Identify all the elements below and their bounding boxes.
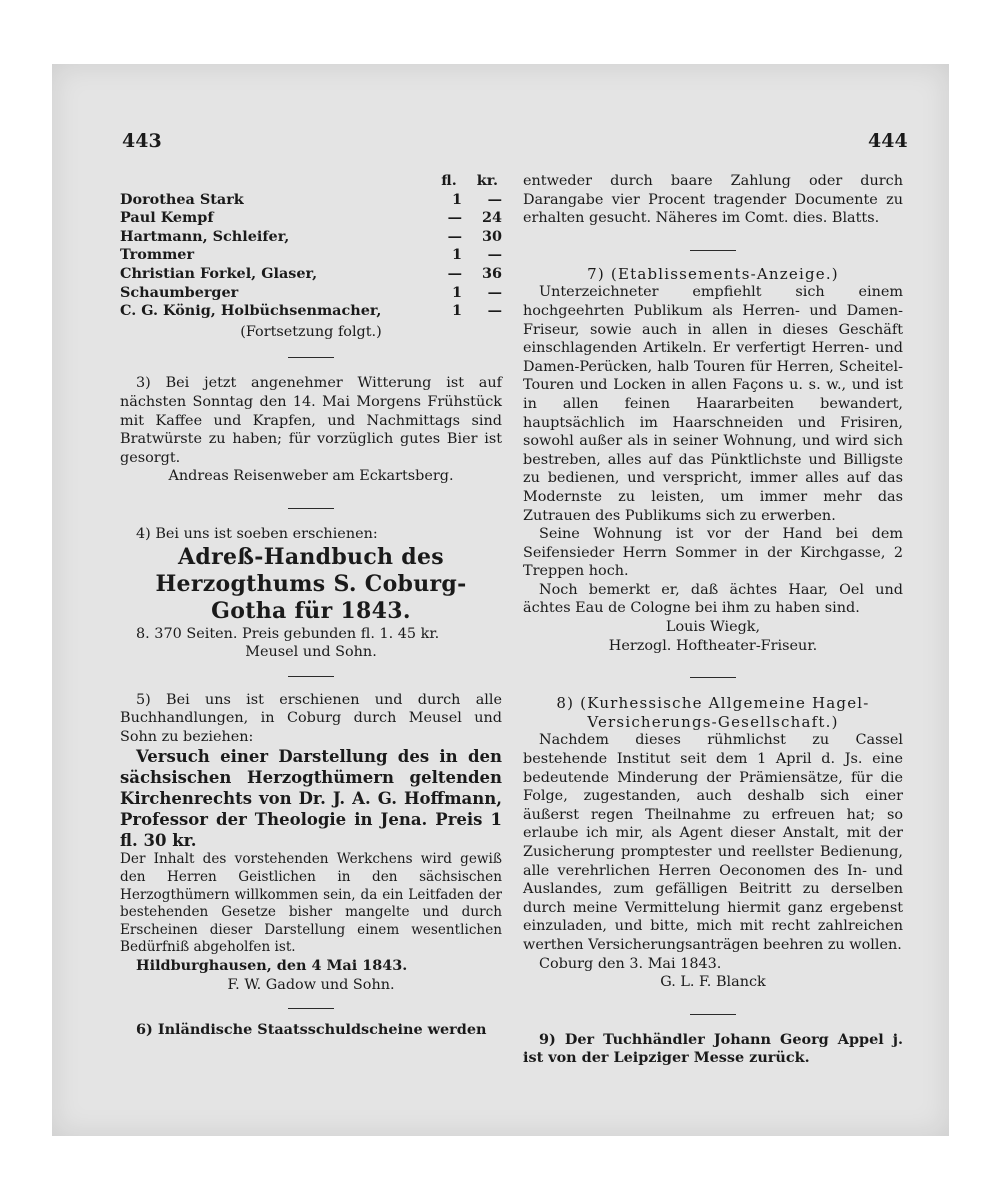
notice-5-body: Der Inhalt des vorstehenden Werkchens wird gewiß den Herren Geistlichen in den sächsischen Herzogthümern willkommen sein, da ein Leitfaden der bestehenden Gesetze bisher mangelte und durch Erscheinen dieser Darstellung einem wesentlichen Bedürfniß abgeholfen ist. (120, 851, 502, 956)
notice-5-place-date: Hildburghausen, den 4 Mai 1843. (136, 957, 408, 975)
right-column (523, 172, 903, 1068)
notice-5-publisher: F. W. Gadow und Sohn. (227, 976, 395, 993)
divider (690, 1014, 736, 1015)
divider (288, 1008, 334, 1009)
notice-8-heading: 8) (Kurhessische Allgemeine Hagel-Versicherungs-Gesellschaft.) (556, 694, 870, 731)
notice-3-signature: Andreas Reisenweber am Eckartsberg. (168, 468, 454, 485)
notice-7-note: Noch bemerkt er, daß ächtes Haar, Oel und ächtes Eau de Cologne bei ihm zu haben sind. (523, 581, 903, 617)
price-list (120, 191, 502, 321)
divider (690, 250, 736, 251)
notice-7-body: Unterzeichneter empfiehlt sich einem hochgeehrten Publikum als Herren- und Damen-Friseur, sowie auch in allen in dieses Geschäft einschlagenden Artikeln. Er verfertigt Herren- und Damen-Perücken, halb Touren für Herren, Scheitel-Touren und Locken in allen Façons u. s. w., und ist in allen feinen Haararbeiten bewandert, hauptsächlich im Haarschneiden und Frisiren, sowohl außer als in seiner Wohnung, und wird sich bestreben, alles auf das Pünktlichste und Billigste zu bedienen, und verspricht, immer alles auf das Modernste zu leisten, um immer mehr das Zutrauen des Publikums sich zu erwerben. (523, 284, 903, 524)
notice-3-text: 3) Bei jetzt angenehmer Witterung ist auf nächsten Sonntag den 14. Mai Morgens Frühstück mit Kaffee und Krapfen, und Nachmittags sind Bratwürste zu haben; für vorzüglich gutes Bier ist gesorgt. (120, 375, 502, 466)
list-item: Paul Kempf — 24 (120, 209, 502, 227)
notice-7-signature-name: Louis Wiegk, (665, 619, 761, 636)
notice-4-details: 8. 370 Seiten. Preis gebunden fl. 1. 45 kr. (136, 625, 440, 642)
list-item: Trommer 1 — (120, 246, 502, 264)
notice-7-heading: 7) (Etablissements-Anzeige.) (587, 264, 839, 283)
notice-4-publisher: Meusel und Sohn. (245, 644, 377, 661)
price-list-header (120, 172, 502, 191)
list-item: Schaumberger 1 — (120, 283, 502, 301)
list-item: Christian Forkel, Glaser, — 36 (120, 264, 502, 282)
notice-5-title: Versuch einer Darstellung des in den sächsischen Herzogthümern geltenden Kirchenrechts von Dr. J. A. G. Hoffmann, Professor der Theologie in Jena. Preis 1 fl. 30 kr. (120, 747, 502, 851)
list-item: Dorothea Stark 1 — (120, 190, 502, 208)
page-number-right: 444 (868, 130, 908, 152)
fl-header: fl. (441, 172, 457, 189)
notice-9-text: 9) Der Tuchhändler Johann Georg Appel j. ist von der Leipziger Messe zurück. (523, 1030, 903, 1067)
list-item: Hartmann, Schleifer, — 30 (120, 227, 502, 245)
divider (288, 508, 334, 509)
notice-7-address: Seine Wohnung ist vor der Hand bei dem Seifensieder Herrn Sommer in der Kirchgasse, 2 Treppen hoch. (523, 526, 903, 580)
left-column (120, 172, 502, 1040)
kr-header: kr. (476, 172, 498, 189)
divider (288, 357, 334, 358)
list-item: C. G. König, Holbüchsenmacher, 1 — (120, 302, 502, 320)
notice-8-signature: G. L. F. Blanck (660, 974, 766, 991)
notice-4-intro: 4) Bei uns ist soeben erschienen: (136, 525, 378, 542)
notice-7-signature-title: Herzogl. Hoftheater-Friseur. (608, 637, 818, 654)
notice-8-body: Nachdem dieses rühmlichst zu Cassel bestehende Institut seit dem 1 April d. Js. eine bedeutende Minderung der Prämiensätze, für die Folge, zugestanden, auch deshalb sich einer äußerst regen Theilnahme zu erfreuen hat; so erlaube ich mir, als Agent dieser Anstalt, mit der Zusicherung promptester und reellster Bedienung, alle verehrlichen Herren Oeconomen des In- und Auslandes, zum gefälligen Beitritt zu derselben durch meine Vermittelung hiermit ganz ergebenst einzuladen, und bitte, mich mit recht zahlreichen werthen Versicherungsanträgen beehren zu wollen. (523, 732, 903, 953)
notice-5-intro: 5) Bei uns ist erschienen und durch alle Buchhandlungen, in Coburg durch Meusel und Sohn zu beziehen: (120, 691, 502, 745)
continuation-note: (Fortsetzung folgt.) (240, 323, 382, 340)
notice-4-title: Adreß-Handbuch des Herzogthums S. Coburg-Gotha für 1843. (155, 543, 467, 624)
notice-8-place-date: Coburg den 3. Mai 1843. (539, 955, 722, 972)
notice-6-text: 6) Inländische Staatsschuldscheine werden (136, 1021, 487, 1039)
notice-6-continuation: entweder durch baare Zahlung oder durch Darangabe vier Procent tragender Documente zu erhalten gesucht. Näheres im Comt. dies. Blatts. (523, 173, 903, 227)
divider (288, 676, 334, 677)
page-number-left: 443 (122, 130, 162, 152)
divider (690, 677, 736, 678)
